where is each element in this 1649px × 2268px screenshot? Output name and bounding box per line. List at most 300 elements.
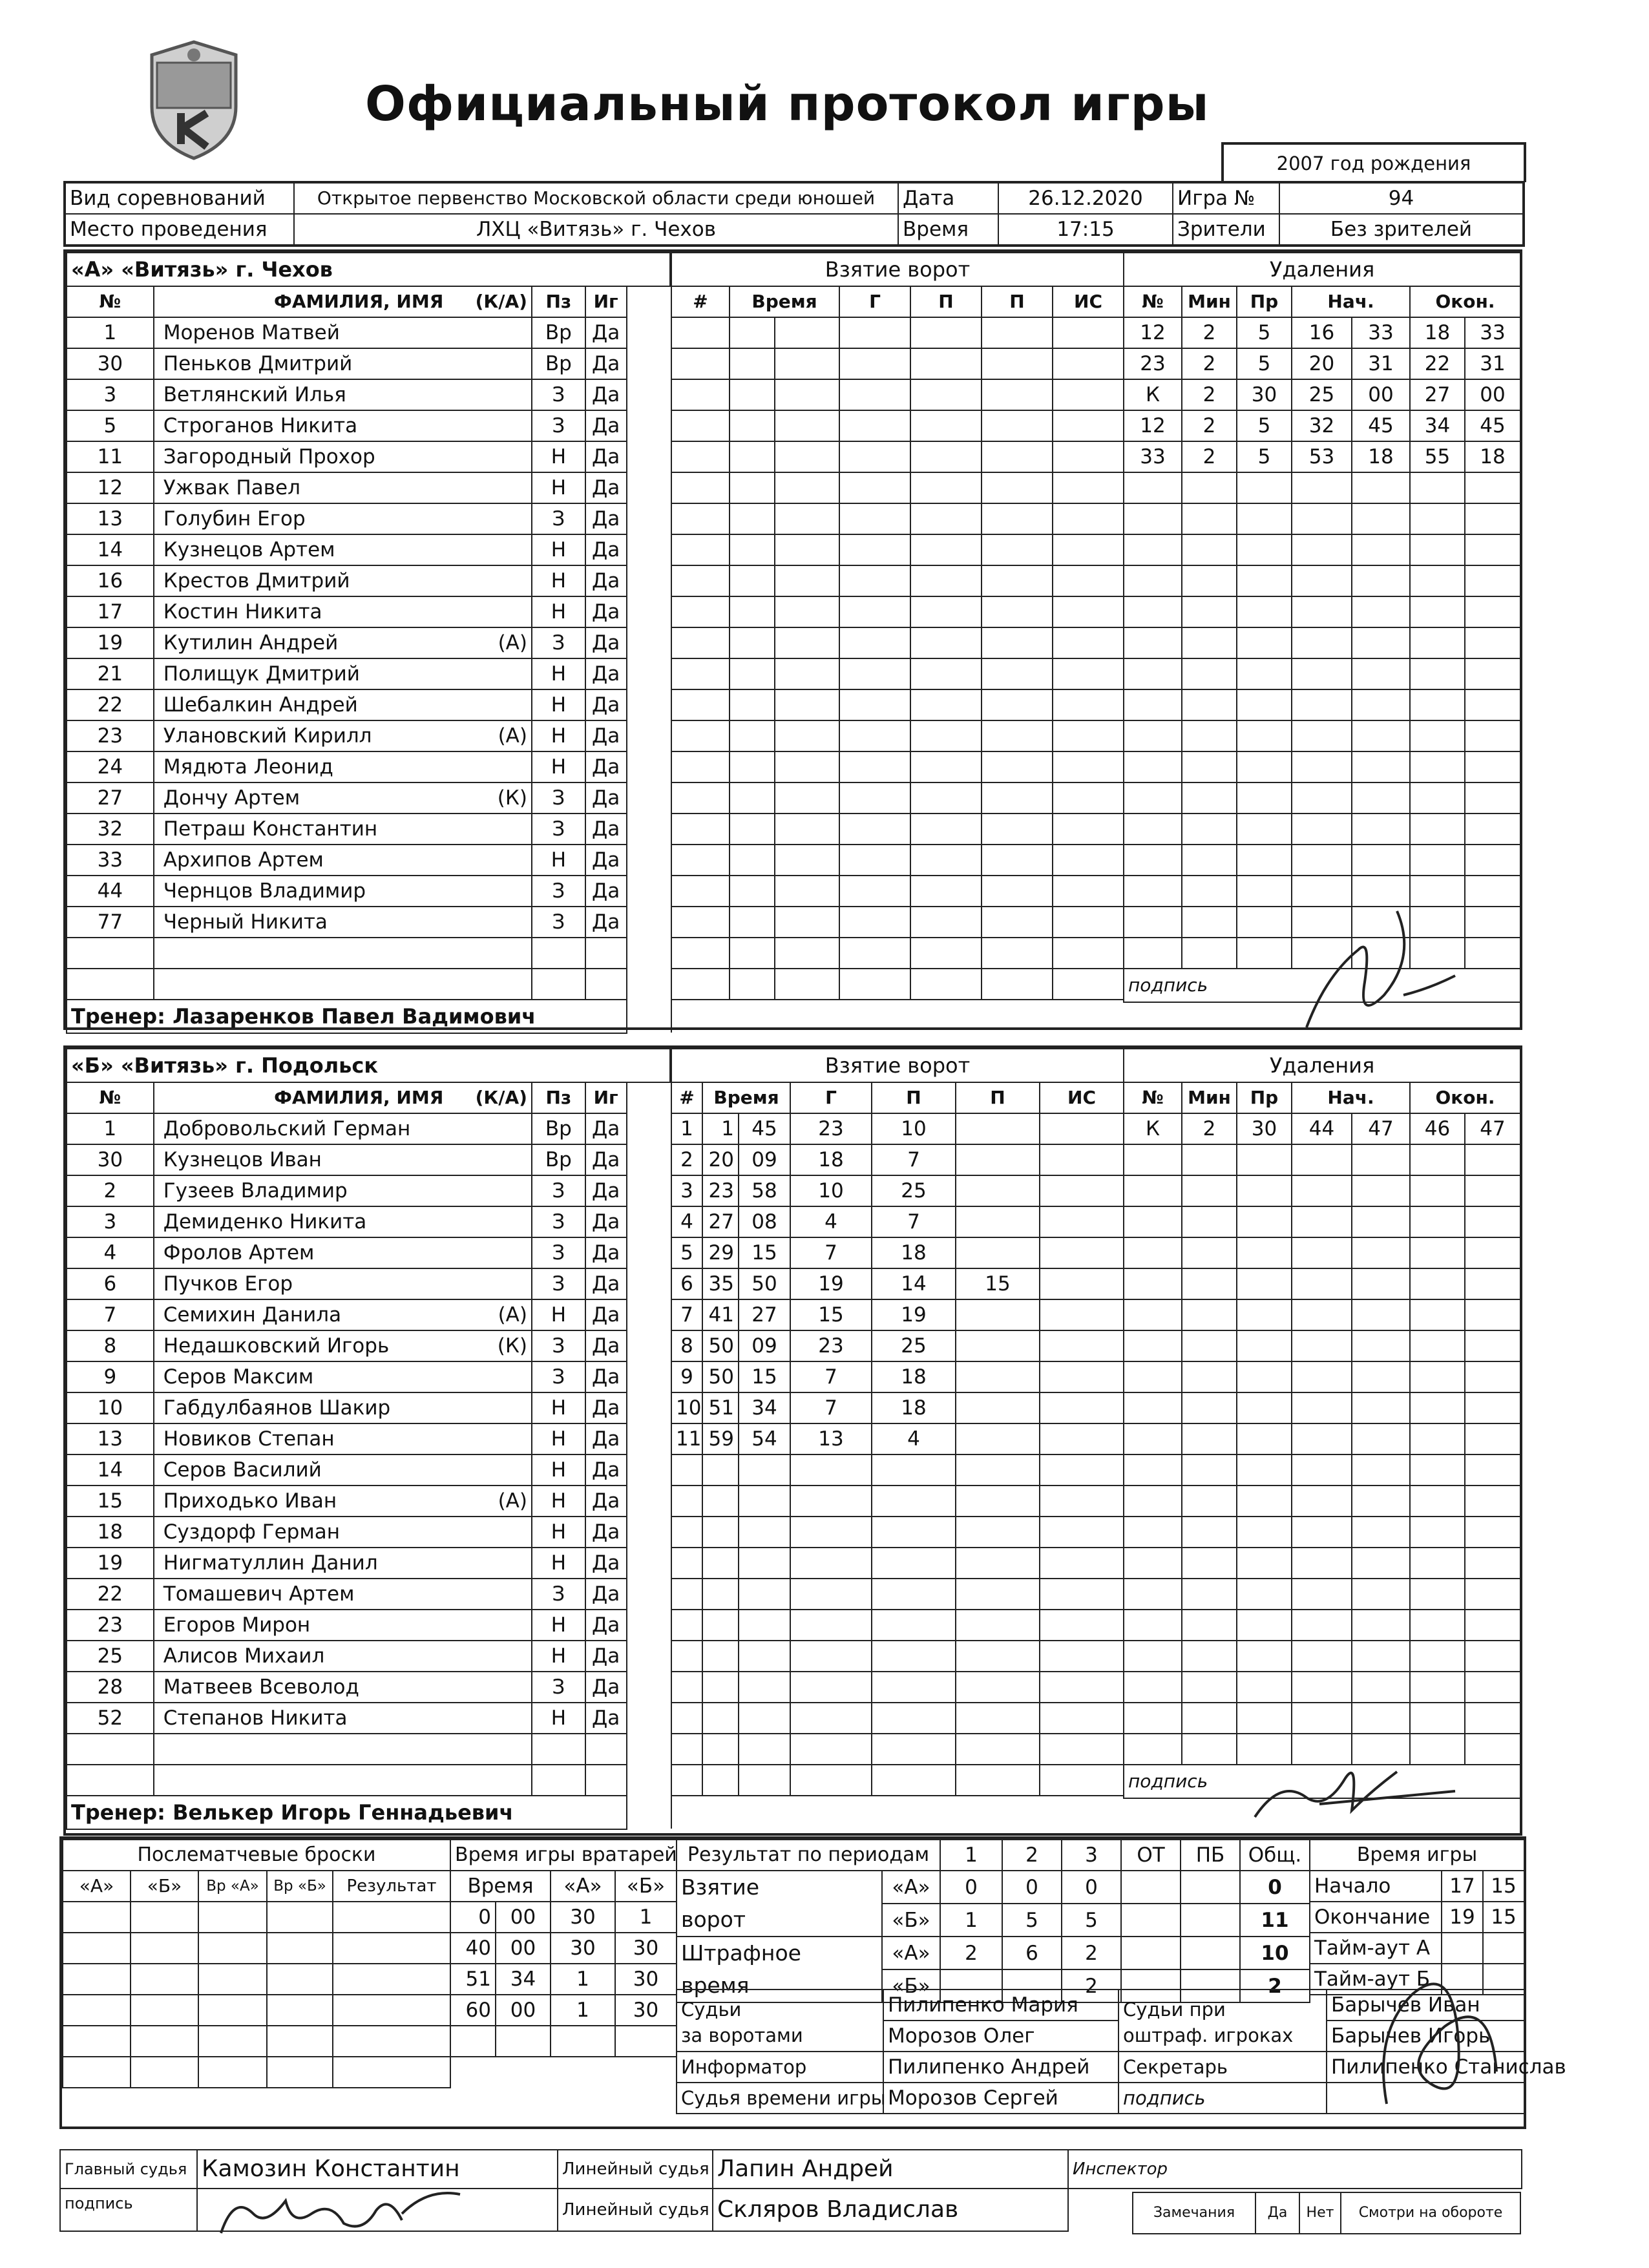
goal-minute: 51 <box>702 1392 739 1423</box>
penalty-end-min: 18 <box>1410 317 1465 348</box>
team-b-goals <box>671 1048 1124 1829</box>
goal-situation <box>1040 1206 1124 1237</box>
b-goal-row <box>671 1237 1124 1268</box>
player-number: 33 <box>67 845 154 876</box>
player-name-cell <box>154 658 532 689</box>
pim-a-pb <box>1181 1937 1240 1969</box>
goals-label-line2: ворот <box>681 1907 746 1932</box>
time-label: Время <box>898 214 998 246</box>
timekeeper-label: Судья времени игры <box>677 2083 883 2114</box>
goal-scorer: 23 <box>790 1330 872 1361</box>
player-played: Да <box>585 689 627 720</box>
player-role: (А) <box>498 631 527 655</box>
a-player-row <box>67 441 670 472</box>
goal-situation <box>1040 1175 1124 1206</box>
goalie-time-second: 00 <box>496 1995 551 2026</box>
b-goal-row <box>671 1268 1124 1299</box>
secretary-label: Секретарь <box>1119 2052 1327 2083</box>
goal-scorer: 19 <box>790 1268 872 1299</box>
pim-a-p3: 2 <box>1062 1937 1121 1969</box>
a-player-row <box>67 876 670 907</box>
a-penalty-row <box>1124 317 1520 348</box>
player-position: З <box>532 1206 585 1237</box>
b-goal-row <box>671 1423 1124 1454</box>
goal-minute: 50 <box>702 1330 739 1361</box>
penalty-minutes: 2 <box>1182 348 1237 379</box>
player-position: Н <box>532 720 585 751</box>
a-col-pos: Пз <box>532 286 585 317</box>
team-b-penalties <box>1123 1048 1521 1799</box>
player-name-cell <box>154 472 532 503</box>
penalty-start-min: 16 <box>1292 317 1352 348</box>
player-name: Семихин Данила <box>163 1303 342 1327</box>
linesman-2-name: Скляров Владислав <box>713 2189 1068 2231</box>
end-minutes: 15 <box>1483 1902 1524 1933</box>
player-name: Архипов Артем <box>163 848 324 872</box>
player-played: Да <box>585 1268 627 1299</box>
a-player-row <box>67 814 670 845</box>
b-col-play: Иг <box>585 1082 627 1113</box>
a-player-row <box>67 596 670 627</box>
goal-minute: 1 <box>702 1113 739 1144</box>
goal-situation <box>1040 1423 1124 1454</box>
player-name-cell <box>154 720 532 751</box>
team-b-block <box>63 1045 1522 1836</box>
game-label: Игра № <box>1173 182 1279 214</box>
player-number: 6 <box>67 1268 154 1299</box>
goal-situation <box>1040 1144 1124 1175</box>
penalty-player: К <box>1124 1113 1182 1144</box>
informer-label: Информатор <box>677 2052 883 2083</box>
team-b-coach-signature <box>1242 1752 1487 1830</box>
player-played: Да <box>585 317 627 348</box>
goal-situation <box>1040 1268 1124 1299</box>
player-number: 8 <box>67 1330 154 1361</box>
player-position: З <box>532 627 585 658</box>
penalty-start-min: 20 <box>1292 348 1352 379</box>
a-penalty-row <box>1124 348 1520 379</box>
timeout-a-label: Тайм-аут А <box>1310 1933 1442 1964</box>
remarks-label: Замечания <box>1133 2192 1255 2234</box>
team-b-roster <box>66 1048 671 1830</box>
shootout-col-gk-b: Вр «Б» <box>267 1871 333 1902</box>
b-col-pos: Пз <box>532 1082 585 1113</box>
player-name: Серов Василий <box>163 1458 322 1482</box>
player-number: 2 <box>67 1175 154 1206</box>
player-number: 25 <box>67 1641 154 1672</box>
team-a-coach-signature <box>1287 898 1494 1047</box>
penalty-reason: 5 <box>1237 410 1292 441</box>
goal-situation <box>1040 1237 1124 1268</box>
penalty-minutes: 2 <box>1182 441 1237 472</box>
game-time-title: Время игры <box>1310 1840 1524 1871</box>
goals-a-total: 0 <box>1240 1871 1310 1904</box>
player-name: Полищук Дмитрий <box>163 662 360 686</box>
player-number: 14 <box>67 534 154 565</box>
date-value: 26.12.2020 <box>998 182 1173 214</box>
end-hours: 19 <box>1442 1902 1483 1933</box>
goal-assist-1: 25 <box>872 1330 956 1361</box>
goal-minute: 23 <box>702 1175 739 1206</box>
player-position: Н <box>532 751 585 782</box>
goal-number: 2 <box>671 1144 702 1175</box>
goal-assist-2 <box>956 1330 1040 1361</box>
player-number: 13 <box>67 1423 154 1454</box>
player-number: 52 <box>67 1703 154 1734</box>
periods-title: Результат по периодам <box>677 1840 940 1871</box>
goals-a-pb <box>1181 1871 1240 1904</box>
goal-minute: 27 <box>702 1206 739 1237</box>
a-team-name: «А» «Витязь» г. Чехов <box>67 253 670 286</box>
a-signature-label: подпись <box>1124 969 1520 1002</box>
player-name-cell <box>154 1175 532 1206</box>
goal-situation <box>1040 1299 1124 1330</box>
b-pen-col-min: Мин <box>1182 1082 1237 1113</box>
player-number: 10 <box>67 1392 154 1423</box>
player-name: Черный Никита <box>163 910 328 934</box>
b-player-row <box>67 1330 670 1361</box>
b-goals-col-situation: ИС <box>1040 1082 1124 1113</box>
player-number: 23 <box>67 720 154 751</box>
penalty-judge-1: Барычев Иван <box>1327 1990 1524 2021</box>
a-player-row <box>67 317 670 348</box>
a-goals-col-assist2: П <box>982 286 1053 317</box>
player-name-cell <box>154 907 532 938</box>
goals-team-b-tag: «Б» <box>882 1904 940 1937</box>
b-goals-col-assist1: П <box>872 1082 956 1113</box>
goalie-b-number: 30 <box>615 1964 677 1995</box>
goalie-time-col-time: Время <box>450 1871 551 1902</box>
goal-scorer: 15 <box>790 1299 872 1330</box>
player-role: (К) <box>497 786 527 810</box>
goals-label-line1: Взятие <box>681 1874 760 1900</box>
player-name: Алисов Михаил <box>163 1644 325 1668</box>
goalie-b-number: 30 <box>615 1933 677 1964</box>
penalty-player: 23 <box>1124 348 1182 379</box>
goal-minute: 59 <box>702 1423 739 1454</box>
chief-referee-name: Камозин Константин <box>197 2150 558 2189</box>
penalty-start-sec: 00 <box>1352 379 1410 410</box>
player-name-cell <box>154 1268 532 1299</box>
shootout-col-b: «Б» <box>131 1871 198 1902</box>
goal-judge-1: Пилипенко Мария <box>883 1990 1119 2021</box>
goal-assist-2 <box>956 1206 1040 1237</box>
a-player-row <box>67 720 670 751</box>
goalie-time-col-a: «А» <box>551 1871 615 1902</box>
goals-a-p3: 0 <box>1062 1871 1121 1904</box>
player-name-cell <box>154 1548 532 1579</box>
player-number: 22 <box>67 1579 154 1610</box>
a-pen-col-reason: Пр <box>1237 286 1292 317</box>
penalty-end-sec: 31 <box>1465 348 1520 379</box>
goalie-b-number: 1 <box>615 1902 677 1933</box>
goal-assist-1: 25 <box>872 1175 956 1206</box>
b-player-row <box>67 1175 670 1206</box>
player-position: Н <box>532 689 585 720</box>
goal-second: 15 <box>739 1361 790 1392</box>
bottom-section <box>59 1836 1566 2129</box>
b-pen-col-end: Окон. <box>1410 1082 1520 1113</box>
goal-assist-2 <box>956 1144 1040 1175</box>
player-name: Недашковский Игорь <box>163 1334 390 1358</box>
player-name: Новиков Степан <box>163 1427 335 1451</box>
player-name: Мядюта Леонид <box>163 755 333 779</box>
spectators-label: Зрители <box>1173 214 1279 246</box>
b-goal-row <box>671 1392 1124 1423</box>
goals-b-total: 11 <box>1240 1904 1310 1937</box>
penalty-judges-label-line1: Судьи при <box>1123 1999 1226 2021</box>
player-name: Костин Никита <box>163 600 322 624</box>
pim-label-line1: Штрафное <box>681 1940 801 1966</box>
b-player-row <box>67 1299 670 1330</box>
player-name-cell <box>154 348 532 379</box>
penalty-end-min: 55 <box>1410 441 1465 472</box>
player-number: 14 <box>67 1454 154 1486</box>
player-name-cell <box>154 1330 532 1361</box>
player-name: Степанов Никита <box>163 1706 348 1730</box>
b-player-row <box>67 1423 670 1454</box>
player-number: 77 <box>67 907 154 938</box>
player-name-cell <box>154 627 532 658</box>
player-name: Гузеев Владимир <box>163 1179 348 1202</box>
player-name: Габдулбаянов Шакир <box>163 1396 391 1420</box>
penalty-start-sec: 18 <box>1352 441 1410 472</box>
player-position: Н <box>532 658 585 689</box>
goal-assist-2 <box>956 1361 1040 1392</box>
a-pen-col-min: Мин <box>1182 286 1237 317</box>
goal-scorer: 7 <box>790 1237 872 1268</box>
player-played: Да <box>585 1237 627 1268</box>
goal-situation <box>1040 1392 1124 1423</box>
b-player-row <box>67 1361 670 1392</box>
penalty-end-sec: 18 <box>1465 441 1520 472</box>
player-played: Да <box>585 379 627 410</box>
b-player-row <box>67 1206 670 1237</box>
goalie-time-row <box>450 1902 677 1933</box>
chief-referee-signature <box>208 2175 479 2246</box>
player-played: Да <box>585 565 627 596</box>
player-position: З <box>532 503 585 534</box>
goal-judge-2: Морозов Олег <box>883 2021 1119 2052</box>
player-position: З <box>532 876 585 907</box>
goal-number: 6 <box>671 1268 702 1299</box>
game-number: 94 <box>1279 182 1524 214</box>
player-name: Нигматуллин Данил <box>163 1551 378 1575</box>
a-col-play: Иг <box>585 286 627 317</box>
a-penalty-row <box>1124 410 1520 441</box>
player-played: Да <box>585 1517 627 1548</box>
see-back-label: Смотри на обороте <box>1341 2192 1520 2234</box>
player-number: 7 <box>67 1299 154 1330</box>
player-role: (К) <box>497 1334 527 1358</box>
goal-scorer: 7 <box>790 1392 872 1423</box>
b-player-row <box>67 1454 670 1486</box>
goal-assist-2 <box>956 1113 1040 1144</box>
player-name-cell <box>154 1517 532 1548</box>
remarks-no[interactable]: Нет <box>1299 2192 1341 2234</box>
penalty-reason: 5 <box>1237 441 1292 472</box>
player-name-cell <box>154 1299 532 1330</box>
player-name: Ужвак Павел <box>163 476 300 499</box>
timekeeper-name: Морозов Сергей <box>883 2083 1119 2114</box>
a-penalties-title: Удаления <box>1124 253 1520 286</box>
player-played: Да <box>585 1299 627 1330</box>
player-position: Н <box>532 534 585 565</box>
goal-assist-2 <box>956 1175 1040 1206</box>
player-position: З <box>532 782 585 814</box>
b-goals-col-time: Время <box>702 1082 790 1113</box>
a-player-row <box>67 348 670 379</box>
player-played: Да <box>585 596 627 627</box>
penalty-start-min: 53 <box>1292 441 1352 472</box>
b-player-row <box>67 1579 670 1610</box>
goalie-time-col-b: «Б» <box>615 1871 677 1902</box>
goalie-time-second: 34 <box>496 1964 551 1995</box>
goal-second: 58 <box>739 1175 790 1206</box>
penalty-end-sec: 00 <box>1465 379 1520 410</box>
goalie-time-second: 00 <box>496 1902 551 1933</box>
player-position: Н <box>532 1423 585 1454</box>
start-minutes: 15 <box>1483 1871 1524 1902</box>
goal-scorer: 18 <box>790 1144 872 1175</box>
goal-second: 54 <box>739 1423 790 1454</box>
goals-b-ot <box>1121 1904 1181 1937</box>
player-played: Да <box>585 1486 627 1517</box>
player-played: Да <box>585 1206 627 1237</box>
penalty-player: 12 <box>1124 317 1182 348</box>
player-name: Пеньков Дмитрий <box>163 352 353 375</box>
goal-second: 34 <box>739 1392 790 1423</box>
b-pen-col-no: № <box>1124 1082 1182 1113</box>
shootout-col-a: «А» <box>63 1871 131 1902</box>
player-played: Да <box>585 1144 627 1175</box>
player-number: 9 <box>67 1361 154 1392</box>
goalie-time-title: Время игры вратарей <box>450 1840 677 1871</box>
player-played: Да <box>585 534 627 565</box>
birth-year: 2007 год рождения <box>1276 152 1471 174</box>
start-hours: 17 <box>1442 1871 1483 1902</box>
player-position: Вр <box>532 1113 585 1144</box>
goal-number: 5 <box>671 1237 702 1268</box>
player-name: Улановский Кирилл <box>163 724 372 748</box>
player-name: Фролов Артем <box>163 1241 315 1265</box>
player-number: 30 <box>67 1144 154 1175</box>
penalty-start-sec: 45 <box>1352 410 1410 441</box>
team-a-roster <box>66 252 671 1034</box>
player-position: З <box>532 410 585 441</box>
player-position: Н <box>532 565 585 596</box>
secretary-signature <box>1361 1955 1516 2123</box>
goals-b-pb <box>1181 1904 1240 1937</box>
penalty-player: 33 <box>1124 441 1182 472</box>
player-number: 4 <box>67 1237 154 1268</box>
player-position: Вр <box>532 348 585 379</box>
venue-value: ЛХЦ «Витязь» г. Чехов <box>294 214 898 246</box>
player-played: Да <box>585 1423 627 1454</box>
b-goal-row <box>671 1206 1124 1237</box>
player-number: 13 <box>67 503 154 534</box>
player-number: 24 <box>67 751 154 782</box>
a-goals-col-situation: ИС <box>1053 286 1124 317</box>
player-played: Да <box>585 1361 627 1392</box>
goals-team-a-tag: «А» <box>882 1871 940 1904</box>
goal-assist-1: 18 <box>872 1237 956 1268</box>
player-number: 27 <box>67 782 154 814</box>
a-player-row <box>67 658 670 689</box>
time-value: 17:15 <box>998 214 1173 246</box>
pim-label-line2: время <box>681 1973 750 1998</box>
player-position: З <box>532 1330 585 1361</box>
penalty-reason: 5 <box>1237 317 1292 348</box>
goal-second: 45 <box>739 1113 790 1144</box>
goal-assist-1: 18 <box>872 1392 956 1423</box>
player-name: Кузнецов Артем <box>163 538 335 562</box>
player-position: Н <box>532 1454 585 1486</box>
player-name-cell <box>154 1361 532 1392</box>
penalty-start-sec: 31 <box>1352 348 1410 379</box>
penalty-start-min: 32 <box>1292 410 1352 441</box>
player-position: З <box>532 1361 585 1392</box>
player-number: 19 <box>67 1548 154 1579</box>
player-played: Да <box>585 1610 627 1641</box>
player-name-cell <box>154 1610 532 1641</box>
penalty-reason: 30 <box>1237 379 1292 410</box>
a-player-row <box>67 689 670 720</box>
linesman-2-label: Линейный судья <box>558 2189 713 2231</box>
goal-second: 50 <box>739 1268 790 1299</box>
goal-minute: 41 <box>702 1299 739 1330</box>
goal-assist-2 <box>956 1392 1040 1423</box>
player-name-cell <box>154 845 532 876</box>
birth-year-box <box>1221 142 1526 182</box>
informer-name: Пилипенко Андрей <box>883 2052 1119 2083</box>
team-a-goals <box>671 252 1124 1033</box>
overtime-header: ОТ <box>1121 1840 1181 1871</box>
a-goals-col-goal: Г <box>839 286 910 317</box>
player-position: Н <box>532 1517 585 1548</box>
b-goals-col-goal: Г <box>790 1082 872 1113</box>
player-number: 16 <box>67 565 154 596</box>
player-name-cell <box>154 503 532 534</box>
referees-footer <box>59 2149 1521 2246</box>
player-name-cell <box>154 565 532 596</box>
a-goals-col-assist1: П <box>910 286 982 317</box>
goal-second: 08 <box>739 1206 790 1237</box>
goal-assist-1: 7 <box>872 1206 956 1237</box>
remarks-yes[interactable]: Да <box>1255 2192 1299 2234</box>
a-coach: Тренер: Лазаренков Павел Вадимович <box>67 1000 627 1033</box>
player-name: Добровольский Герман <box>163 1117 411 1140</box>
player-name: Крестов Дмитрий <box>163 569 350 593</box>
goals-b-p3: 5 <box>1062 1904 1121 1937</box>
player-number: 44 <box>67 876 154 907</box>
player-position: Н <box>532 1486 585 1517</box>
secretary-signature-label: подпись <box>1119 2083 1327 2114</box>
b-team-name: «Б» «Витязь» г. Подольск <box>67 1049 670 1082</box>
player-name: Пучков Егор <box>163 1272 293 1296</box>
goals-b-p2: 5 <box>1002 1904 1062 1937</box>
goal-assist-1: 7 <box>872 1144 956 1175</box>
a-player-row <box>67 845 670 876</box>
a-player-row <box>67 534 670 565</box>
pim-team-a-tag: «А» <box>882 1937 940 1969</box>
player-number: 11 <box>67 441 154 472</box>
team-a-block <box>63 249 1522 1030</box>
goal-number: 1 <box>671 1113 702 1144</box>
player-position: Н <box>532 441 585 472</box>
player-played: Да <box>585 658 627 689</box>
player-name: Демиденко Никита <box>163 1210 367 1234</box>
